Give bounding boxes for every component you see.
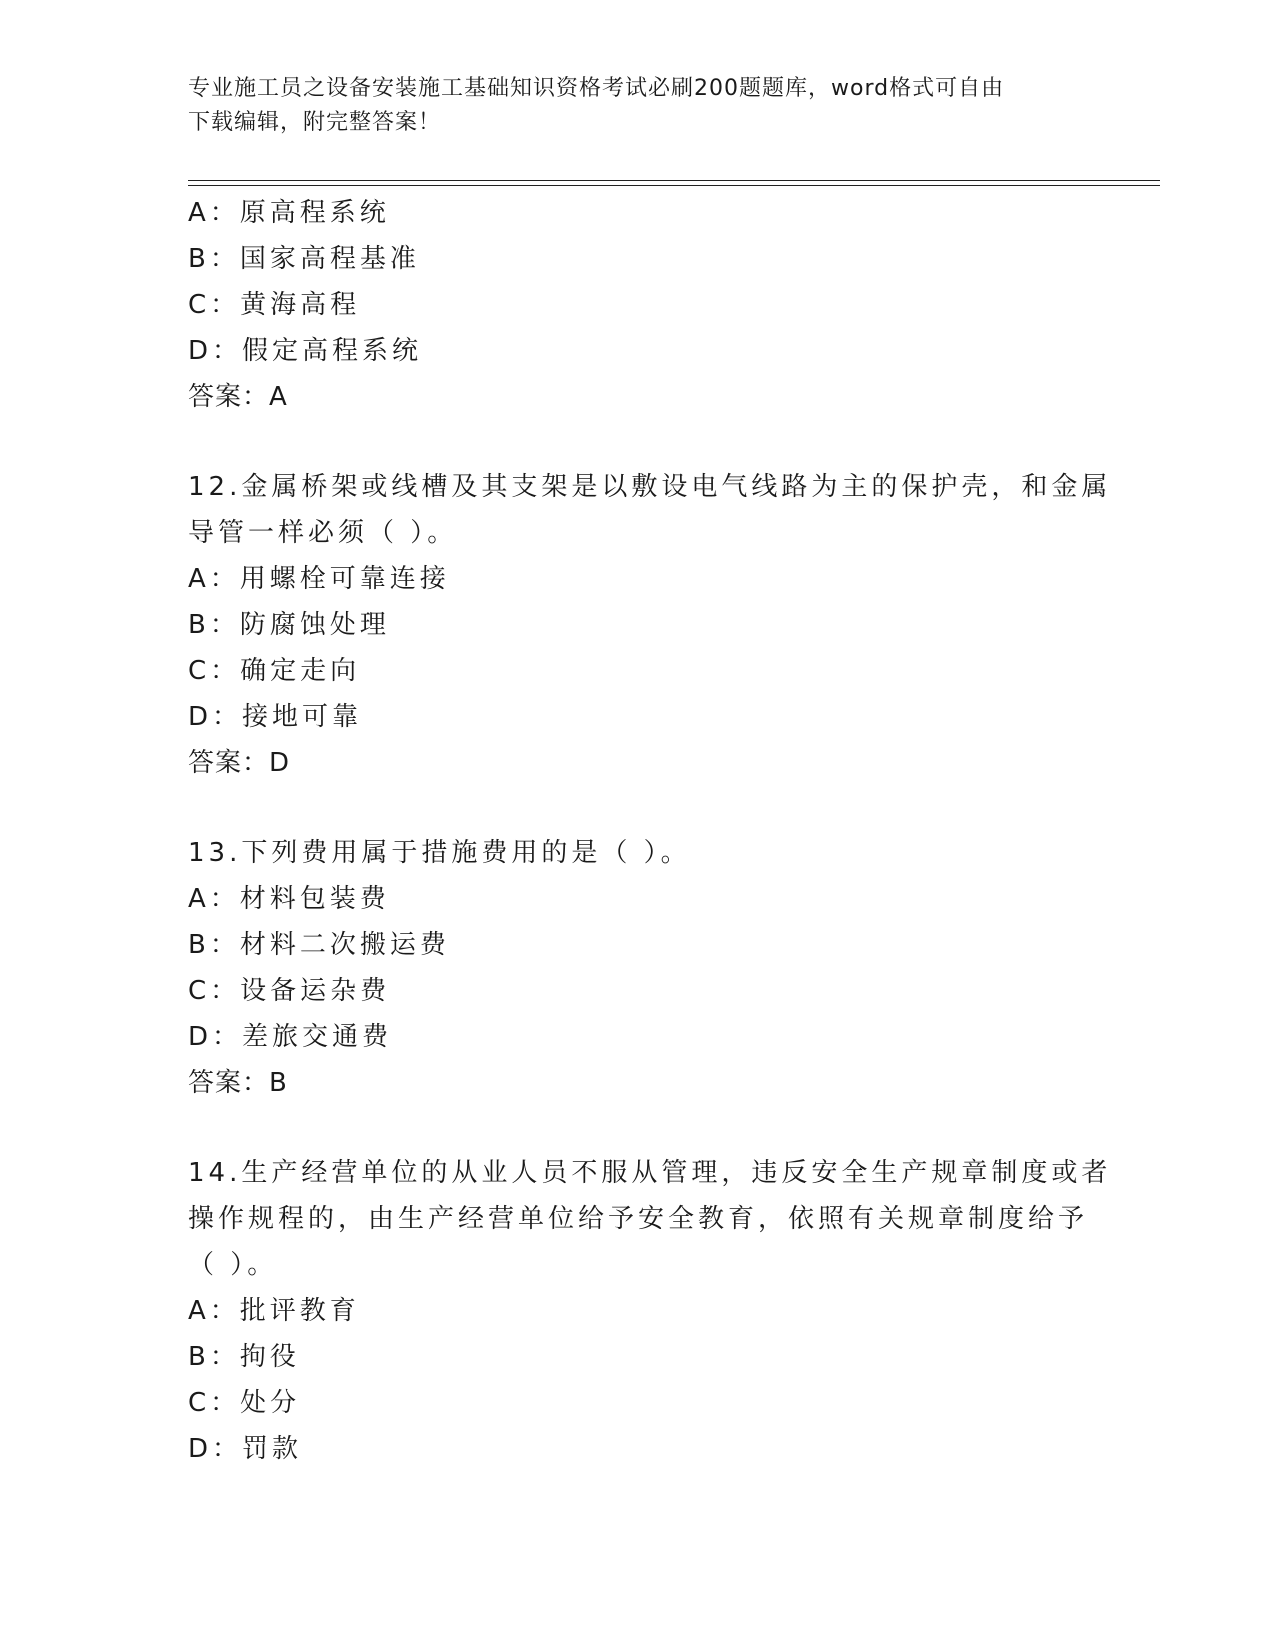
question-14 — [188, 1150, 1112, 1472]
option-d: D：接地可靠 — [188, 702, 363, 732]
option-c: C：设备运杂费 — [188, 976, 391, 1006]
question-text-line: 14.生产经营单位的从业人员不服从管理，违反安全生产规章制度或者 — [188, 1158, 1112, 1188]
option-a: A：材料包装费 — [188, 884, 390, 914]
option-d: D：差旅交通费 — [188, 1022, 393, 1052]
header-divider-bottom — [188, 185, 1160, 186]
option-c: C：黄海高程 — [188, 290, 361, 320]
question-text-line: 13.下列费用属于措施费用的是（ ）。 — [188, 838, 691, 868]
option-b: B：国家高程基准 — [188, 244, 420, 274]
option-a: A：批评教育 — [188, 1296, 360, 1326]
header-divider-top — [188, 180, 1160, 181]
option-a: A：原高程系统 — [188, 198, 390, 228]
option-c: C：处分 — [188, 1388, 301, 1418]
question-text-line: 导管一样必须（ ）。 — [188, 518, 458, 548]
option-b: B：拘役 — [188, 1342, 300, 1372]
option-d: D：罚款 — [188, 1434, 303, 1464]
question-text-line: 操作规程的，由生产经营单位给予安全教育，依照有关规章制度给予 — [188, 1204, 1089, 1234]
option-a: A：用螺栓可靠连接 — [188, 564, 450, 594]
question-text-line: （ ）。 — [188, 1250, 278, 1280]
question-12 — [188, 464, 1112, 786]
header-line-2: 下载编辑，附完整答案！ — [188, 110, 442, 135]
option-c: C：确定走向 — [188, 656, 361, 686]
question-text-line: 12.金属桥架或线槽及其支架是以敷设电气线路为主的保护壳，和金属 — [188, 472, 1112, 502]
question-11-continued — [188, 190, 1088, 420]
question-list — [188, 190, 1112, 1472]
option-b: B：防腐蚀处理 — [188, 610, 390, 640]
answer: 答案：D — [188, 748, 291, 778]
header-line-1: 专业施工员之设备安装施工基础知识资格考试必刷200题题库，word格式可自由 — [188, 76, 1005, 101]
question-13 — [188, 830, 1088, 1106]
page-header — [188, 72, 1088, 140]
option-d: D：假定高程系统 — [188, 336, 423, 366]
option-b: B：材料二次搬运费 — [188, 930, 450, 960]
answer: 答案：B — [188, 1068, 288, 1098]
answer: 答案：A — [188, 382, 288, 412]
